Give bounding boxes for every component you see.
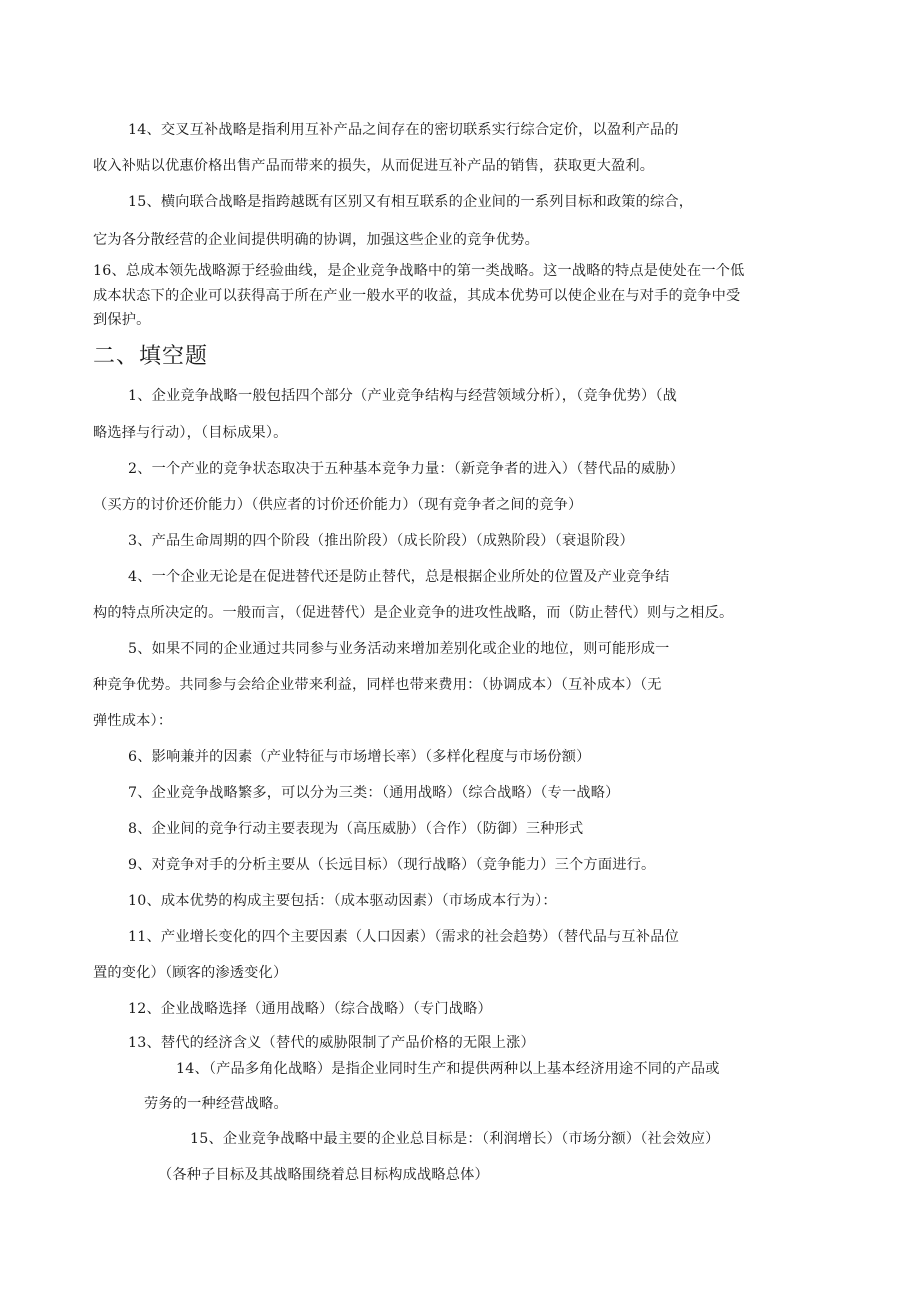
question-1-line1: 1、企业竞争战略一般包括四个部分（产业竞争结构与经营领域分析），（竞争优势）（战: [128, 388, 678, 404]
question-14-line2: 劳务的一种经营战略。: [144, 1096, 288, 1112]
question-5-line1: 5、如果不同的企业通过共同参与业务活动来增加差别化或企业的地位，则可能形成一: [128, 641, 670, 657]
paragraph-item16-line1: 16、总成本领先战略源于经验曲线，是企业竞争战略中的第一类战略。这一战略的特点是使处在一个低: [93, 263, 745, 279]
question-4-line2: 构的特点所决定的。一般而言，（促进替代）是企业竞争的进攻性战略，而（防止替代）则与之相反。: [93, 605, 734, 621]
question-11-line2: 置的变化）（顾客的渗透变化）: [93, 965, 288, 981]
question-12-line1: 12、企业战略选择（通用战略）（综合战略）（专门战略）: [128, 1001, 492, 1017]
question-6-line1: 6、影响兼并的因素（产业特征与市场增长率）（多样化程度与市场份额）: [128, 749, 591, 765]
paragraph-item14-line1: 14、交叉互补战略是指利用互补产品之间存在的密切联系实行综合定价，以盈利产品的: [128, 122, 679, 138]
question-1-line2: 略选择与行动），（目标成果）。: [93, 425, 288, 441]
question-7-line1: 7、企业竞争战略繁多，可以分为三类：（通用战略）（综合战略）（专一战略）: [128, 785, 620, 801]
paragraph-item16-line2: 成本状态下的企业可以获得高于所在产业一般水平的收益，其成本优势可以使企业在与对手的竞争中受: [93, 288, 741, 304]
paragraph-item14-line2: 收入补贴以优惠价格出售产品而带来的损失，从而促进互补产品的销售，获取更大盈利。: [93, 158, 655, 174]
question-4-line1: 4、一个企业无论是在促进替代还是防止替代，总是根据企业所处的位置及产业竞争结: [128, 569, 670, 585]
question-5-line3: 弹性成本）：: [93, 713, 173, 729]
question-14-line1: 14、（产品多角化战略）是指企业同时生产和提供两种以上基本经济用途不同的产品或: [176, 1061, 720, 1077]
question-2-line1: 2、一个产业的竞争状态取决于五种基本竞争力量：（新竞争者的进入）（替代品的威胁）: [128, 461, 685, 477]
question-13-line1: 13、替代的经济含义（替代的威胁限制了产品价格的无限上涨）: [128, 1035, 535, 1051]
paragraph-item15-line2: 它为各分散经营的企业间提供明确的协调，加强这些企业的竞争优势。: [93, 232, 540, 248]
question-11-line1: 11、产业增长变化的四个主要因素（人口因素）（需求的社会趋势）（替代品与互补品位: [128, 929, 679, 945]
question-15-line2: （各种子目标及其战略围绕着总目标构成战略总体）: [158, 1167, 489, 1183]
question-15-line1: 15、企业竞争战略中最主要的企业总目标是：（利润增长）（市场分额）（社会效应）: [190, 1131, 720, 1147]
question-2-line2: （买方的讨价还价能力）（供应者的讨价还价能力）（现有竞争者之间的竞争）: [93, 497, 583, 513]
section-heading-fill-in-blank: 二、填空题: [93, 344, 209, 369]
question-5-line2: 种竞争优势。共同参与会给企业带来利益，同样也带来费用：（协调成本）（互补成本）（无: [93, 677, 662, 693]
paragraph-item16-line3: 到保护。: [93, 312, 151, 328]
question-3-line1: 3、产品生命周期的四个阶段（推出阶段）（成长阶段）（成熟阶段）（衰退阶段）: [128, 533, 634, 549]
question-10-line1: 10、成本优势的构成主要包括：（成本驱动因素）（市场成本行为）：: [128, 893, 557, 909]
question-9-line1: 9、对竞争对手的分析主要从（长远目标）（现行战略）（竞争能力）三个方面进行。: [128, 857, 656, 873]
question-8-line1: 8、企业间的竞争行动主要表现为（高压威胁）（合作）（防御）三种形式: [128, 821, 584, 837]
paragraph-item15-line1: 15、横向联合战略是指跨越既有区别又有相互联系的企业间的一系列目标和政策的综合，: [128, 194, 694, 210]
